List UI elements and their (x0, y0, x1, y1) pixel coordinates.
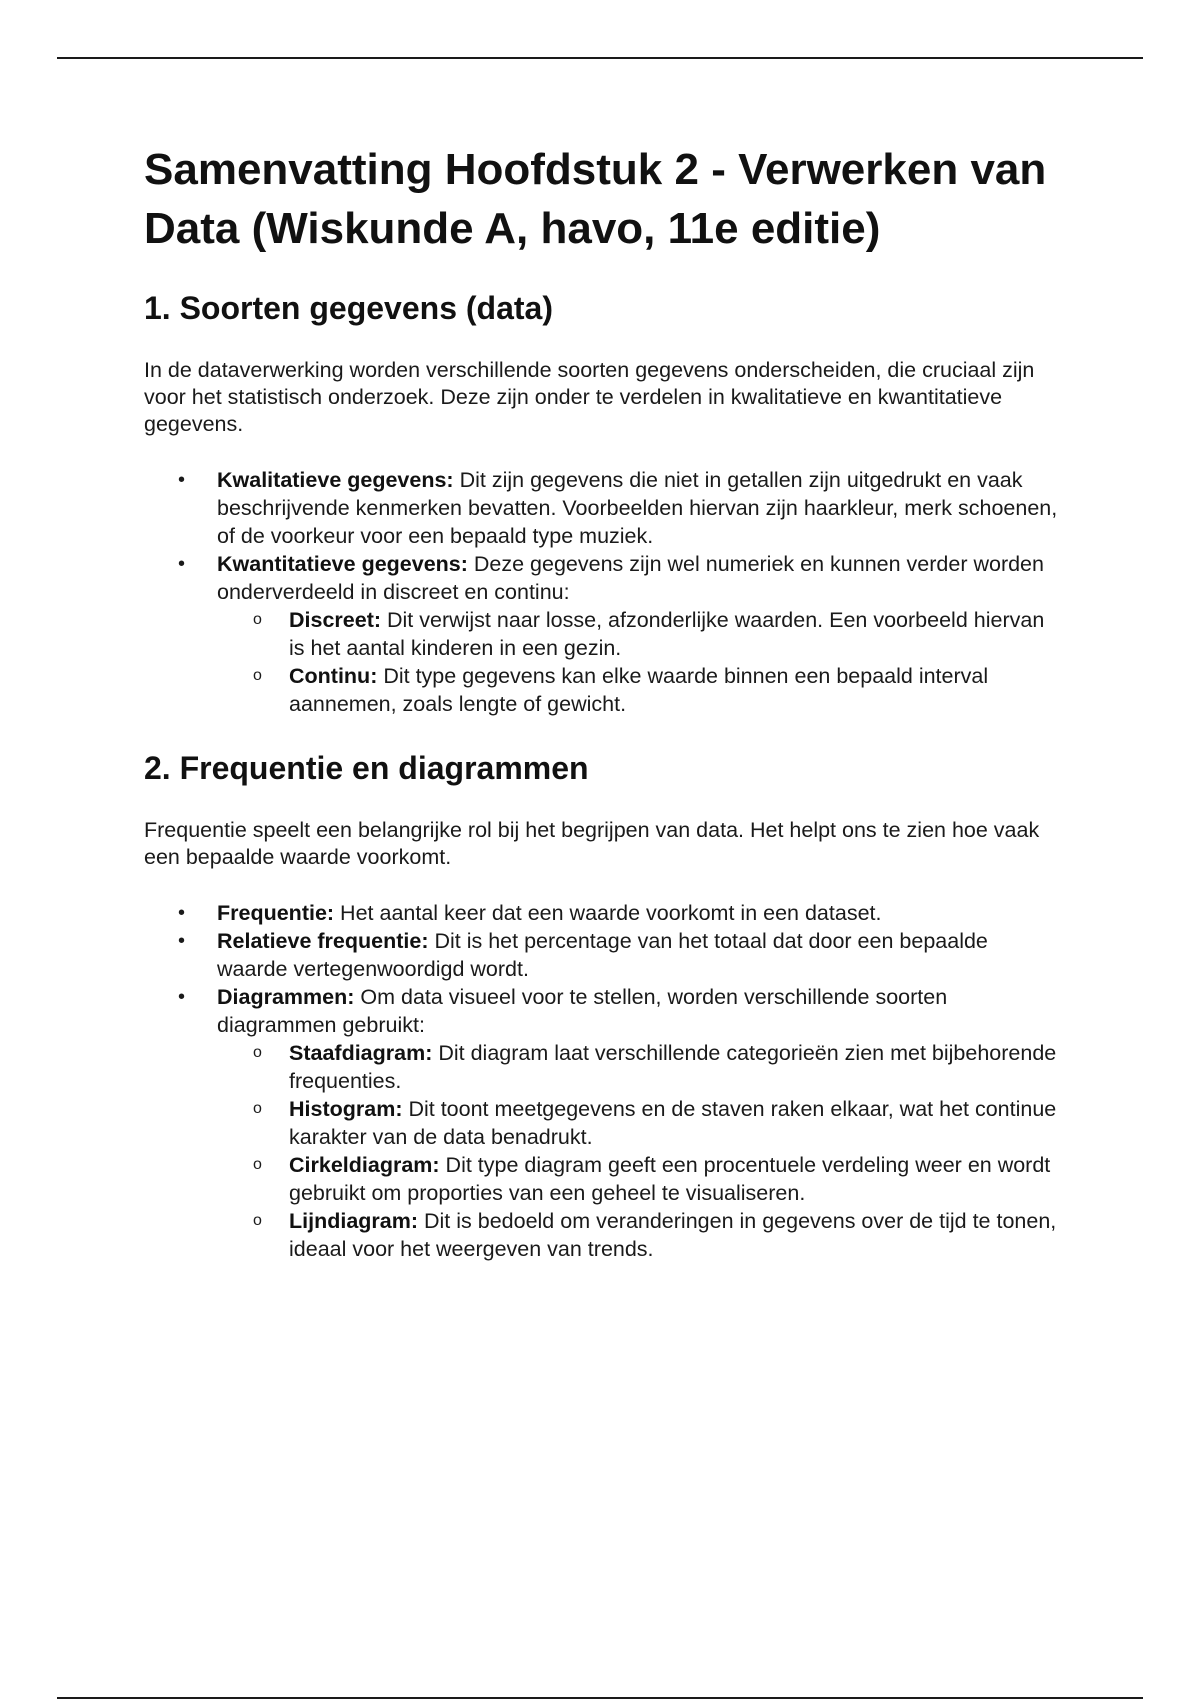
description: Dit verwijst naar losse, afzonderlijke waarden. Een voorbeeld hiervan is het aantal kinderen in een gezin. (289, 608, 1045, 660)
document-body (144, 140, 1064, 1263)
list-item (144, 899, 1064, 927)
bullet-icon: • (178, 469, 186, 491)
sub-bullet-icon: o (253, 1044, 262, 1061)
term: Cirkeldiagram: (289, 1153, 440, 1177)
list-item (144, 466, 1064, 550)
term: Diagrammen: (217, 985, 355, 1009)
term: Relatieve frequentie: (217, 929, 429, 953)
term: Frequentie: (217, 901, 335, 925)
description: Dit diagram laat verschillende categorieën zien met bijbehorende frequenties. (289, 1041, 1057, 1093)
term: Histogram: (289, 1097, 403, 1121)
list-item (144, 927, 1064, 983)
sub-bullet-icon: o (253, 611, 262, 628)
document-title: Samenvatting Hoofdstuk 2 - Verwerken van Data (Wiskunde A, havo, 11e editie) (144, 145, 1047, 253)
header-rule (57, 57, 1143, 59)
bullet-icon: • (178, 902, 186, 924)
section-2-heading: 2. Frequentie en diagrammen (144, 750, 589, 786)
sub-list-item (217, 1039, 1064, 1095)
sub-list-item (217, 662, 1064, 718)
term: Staafdiagram: (289, 1041, 433, 1065)
sub-bullet-icon: o (253, 1156, 262, 1173)
term: Kwantitatieve gegevens: (217, 552, 468, 576)
list-item (144, 983, 1064, 1263)
sub-list (217, 606, 1064, 718)
sub-bullet-icon: o (253, 1212, 262, 1229)
description: Dit toont meetgegevens en de staven raken elkaar, wat het continue karakter van de data benadrukt. (289, 1097, 1057, 1149)
footer-rule (57, 1697, 1143, 1699)
description: Dit is bedoeld om veranderingen in gegevens over de tijd te tonen, ideaal voor het weergeven van trends. (289, 1209, 1057, 1261)
term: Kwalitatieve gegevens: (217, 468, 454, 492)
section-2-list (144, 899, 1064, 1263)
sub-bullet-icon: o (253, 667, 262, 684)
term: Lijndiagram: (289, 1209, 419, 1233)
description: Dit type diagram geeft een procentuele verdeling weer en wordt gebruikt om proporties van een geheel te visualiseren. (289, 1153, 1051, 1205)
bullet-icon: • (178, 986, 186, 1008)
sub-list-item (217, 1095, 1064, 1151)
sub-list-item (217, 606, 1064, 662)
section-1-list (144, 466, 1064, 718)
bullet-icon: • (178, 553, 186, 575)
description: Dit type gegevens kan elke waarde binnen een bepaald interval aannemen, zoals lengte of gewicht. (289, 664, 989, 716)
description: Dit zijn gegevens die niet in getallen zijn uitgedrukt en vaak beschrijvende kenmerken bevatten. Voorbeelden hiervan zijn haarkleur, merk schoenen, of de voorkeur voor een bepaald type muziek. (217, 468, 1058, 548)
description: Dit is het percentage van het totaal dat door een bepaalde waarde vertegenwoordigd wordt. (217, 929, 988, 981)
bullet-icon: • (178, 930, 186, 952)
sub-list-item (217, 1207, 1064, 1263)
sub-list-item (217, 1151, 1064, 1207)
term: Continu: (289, 664, 378, 688)
term: Discreet: (289, 608, 382, 632)
section-1-intro: In de dataverwerking worden verschillende soorten gegevens onderscheiden, die cruciaal zijn voor het statistisch onderzoek. Deze zijn onder te verdelen in kwalitatieve en kwantitatieve gegevens. (144, 358, 1035, 436)
list-item (144, 550, 1064, 718)
description: Het aantal keer dat een waarde voorkomt in een dataset. (334, 901, 882, 925)
section-2-intro: Frequentie speelt een belangrijke rol bij het begrijpen van data. Het helpt ons te zien hoe vaak een bepaalde waarde voorkomt. (144, 818, 1040, 869)
sub-list (217, 1039, 1064, 1263)
section-1-heading: 1. Soorten gegevens (data) (144, 290, 553, 326)
description: Om data visueel voor te stellen, worden verschillende soorten diagrammen gebruikt: (217, 985, 948, 1037)
description: Deze gegevens zijn wel numeriek en kunnen verder worden onderverdeeld in discreet en continu: (217, 552, 1044, 604)
sub-bullet-icon: o (253, 1100, 262, 1117)
